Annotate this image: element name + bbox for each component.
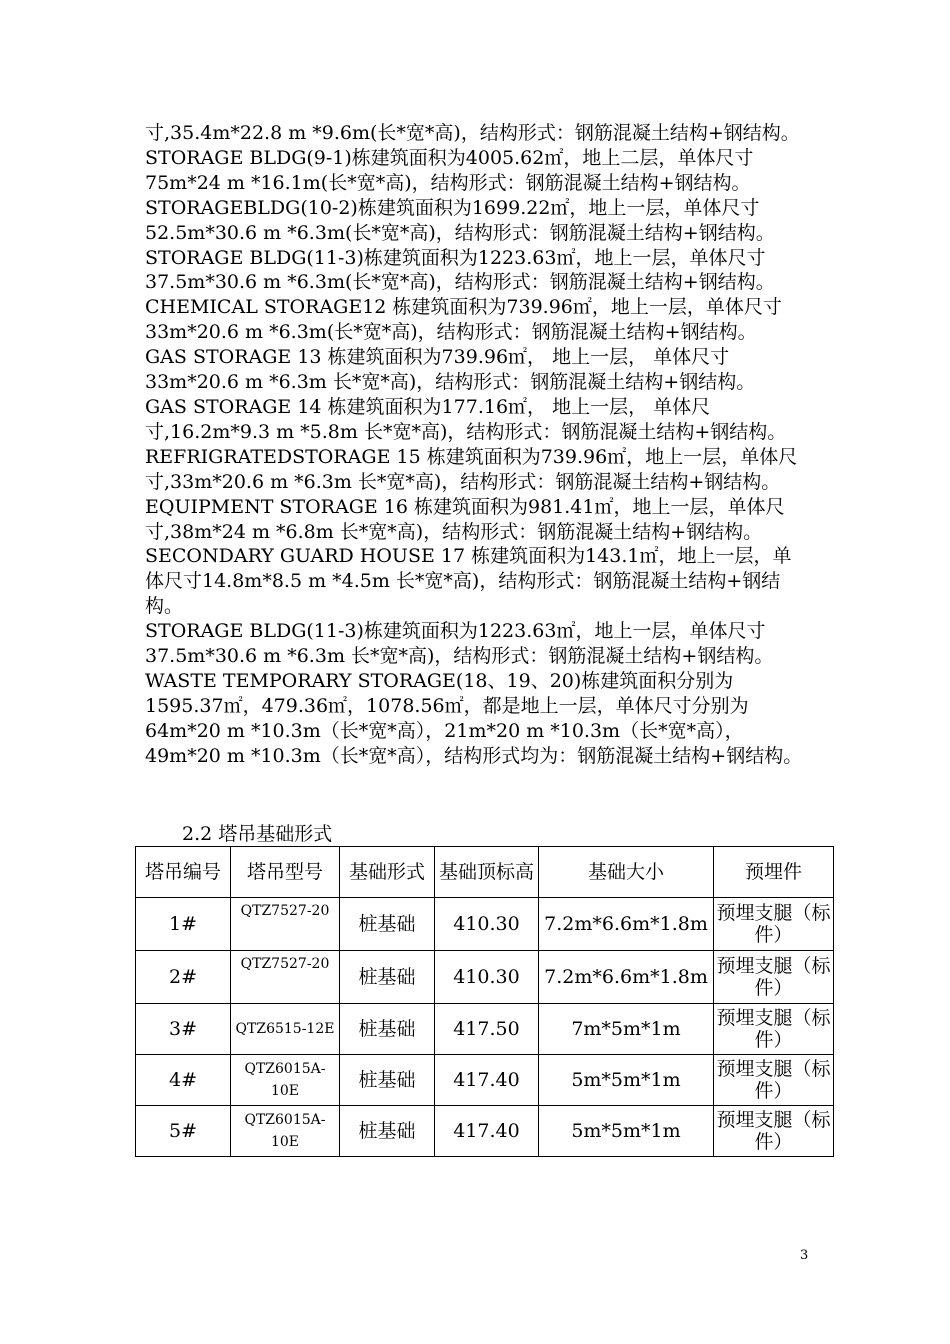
crane-number-cell: 4# (136, 1055, 231, 1106)
paragraph: STORAGE BLDG(11-3)栋建筑面积为1223.63㎡，地上一层，单体尺寸37.5m*30.6 m *6.3m 长*宽*高)，结构形式：钢筋混凝土结构+钢结构。 (145, 620, 774, 668)
paragraph: SECONDARY GUARD HOUSE 17 栋建筑面积为143.1㎡，地上一层，单体尺寸14.8m*8.5 m *4.5m 长*宽*高)，结构形式：钢筋混凝土结构+钢结构。 (145, 545, 792, 618)
column-header: 基础大小 (539, 847, 714, 898)
embedded-part-cell: 预埋支腿（标件） (714, 1055, 834, 1106)
top-elevation-cell: 410.30 (435, 951, 539, 1004)
crane-number-cell: 2# (136, 951, 231, 1004)
crane-model: QTZ6515-12E (235, 1021, 335, 1037)
crane-model-cell (231, 951, 340, 1004)
column-header: 预埋件 (714, 847, 834, 898)
crane-model: QTZ7527-20 (240, 956, 330, 972)
foundation-size-cell: 7.2m*6.6m*1.8m (539, 898, 714, 951)
column-header: 塔吊编号 (136, 847, 231, 898)
paragraph: CHEMICAL STORAGE12 栋建筑面积为739.96㎡，地上一层，单体尺寸33m*20.6 m *6.3m(长*宽*高)，结构形式：钢筋混凝土结构+钢结构。 (145, 296, 782, 344)
page-number: 3 (800, 1248, 809, 1263)
table-row (136, 1055, 834, 1106)
crane-model: QTZ6015A-10E (244, 1061, 326, 1099)
top-elevation-cell: 410.30 (435, 898, 539, 951)
paragraph: STORAGE BLDG(11-3)栋建筑面积为1223.63㎡，地上一层，单体尺寸37.5m*30.6 m *6.3m(长*宽*高)，结构形式：钢筋混凝土结构+钢结构。 (145, 246, 775, 294)
top-elevation-cell: 417.50 (435, 1004, 539, 1055)
crane-model: QTZ7527-20 (240, 903, 330, 919)
crane-number-cell: 1# (136, 898, 231, 951)
paragraph: GAS STORAGE 14 栋建筑面积为177.16㎡， 地上一层， 单体尺寸,16.2m*9.3 m *5.8m 长*宽*高)，结构形式：钢筋混凝土结构+钢结构。 (145, 395, 787, 443)
table-header-row (136, 847, 834, 898)
column-header: 基础形式 (340, 847, 435, 898)
foundation-size-cell: 7.2m*6.6m*1.8m (539, 951, 714, 1004)
table-row (136, 1004, 834, 1055)
crane-number-cell: 5# (136, 1106, 231, 1157)
foundation-type-cell: 桩基础 (340, 898, 435, 951)
crane-model-cell (231, 1106, 340, 1157)
crane-model-cell (231, 1004, 340, 1055)
table-row (136, 1106, 834, 1157)
paragraph: 寸,35.4m*22.8 m *9.6m(长*宽*高)，结构形式：钢筋混凝土结构+钢结构。 (145, 122, 800, 144)
foundation-type-cell: 桩基础 (340, 1004, 435, 1055)
body-text (145, 121, 810, 769)
foundation-type-cell: 桩基础 (340, 951, 435, 1004)
paragraph: EQUIPMENT STORAGE 16 栋建筑面积为981.41㎡，地上一层，单体尺寸,38m*24 m *6.8m 长*宽*高)，结构形式：钢筋混凝土结构+钢结构。 (145, 495, 785, 543)
embedded-part-cell: 预埋支腿（标件） (714, 951, 834, 1004)
foundation-size-cell: 5m*5m*1m (539, 1106, 714, 1157)
table-row (136, 951, 834, 1004)
paragraph: STORAGE BLDG(9-1)栋建筑面积为4005.62㎡，地上二层，单体尺寸75m*24 m *16.1m(长*宽*高)，结构形式：钢筋混凝土结构+钢结构。 (145, 146, 754, 194)
foundation-size-cell: 7m*5m*1m (539, 1004, 714, 1055)
foundation-type-cell: 桩基础 (340, 1106, 435, 1157)
embedded-part-cell: 预埋支腿（标件） (714, 898, 834, 951)
paragraph: REFRIGRATEDSTORAGE 15 栋建筑面积为739.96㎡，地上一层，单体尺寸,33m*20.6 m *6.3m 长*宽*高)，结构形式：钢筋混凝土结构+钢结构。 (145, 445, 798, 493)
embedded-part-cell: 预埋支腿（标件） (714, 1004, 834, 1055)
top-elevation-cell: 417.40 (435, 1106, 539, 1157)
column-header: 基础顶标高 (435, 847, 539, 898)
paragraph: WASTE TEMPORARY STORAGE(18、19、20)栋建筑面积分别为1595.37㎡，479.36㎡，1078.56㎡，都是地上一层，单体尺寸分别为64m*20 m *10.3m（长*宽*高），21m*20 m *10.3m（长*宽*高），49m*20 m *10.3m（长*宽*高），结构形式均为：钢筋混凝土结构+钢结构。 (145, 669, 803, 767)
foundation-size-cell: 5m*5m*1m (539, 1055, 714, 1106)
crane-model-cell (231, 898, 340, 951)
table-row (136, 898, 834, 951)
foundation-type-cell: 桩基础 (340, 1055, 435, 1106)
crane-foundation-table (135, 846, 834, 1157)
column-header: 塔吊型号 (231, 847, 340, 898)
embedded-part-cell: 预埋支腿（标件） (714, 1106, 834, 1157)
paragraph: GAS STORAGE 13 栋建筑面积为739.96㎡， 地上一层， 单体尺寸33m*20.6 m *6.3m 长*宽*高)，结构形式：钢筋混凝土结构+钢结构。 (145, 346, 756, 394)
crane-model: QTZ6015A-10E (244, 1112, 326, 1150)
top-elevation-cell: 417.40 (435, 1055, 539, 1106)
section-heading: 2.2 塔吊基础形式 (182, 823, 333, 845)
crane-number-cell: 3# (136, 1004, 231, 1055)
paragraph: STORAGEBLDG(10-2)栋建筑面积为1699.22㎡，地上一层，单体尺寸52.5m*30.6 m *6.3m(长*宽*高)，结构形式：钢筋混凝土结构+钢结构。 (145, 196, 775, 244)
crane-model-cell (231, 1055, 340, 1106)
